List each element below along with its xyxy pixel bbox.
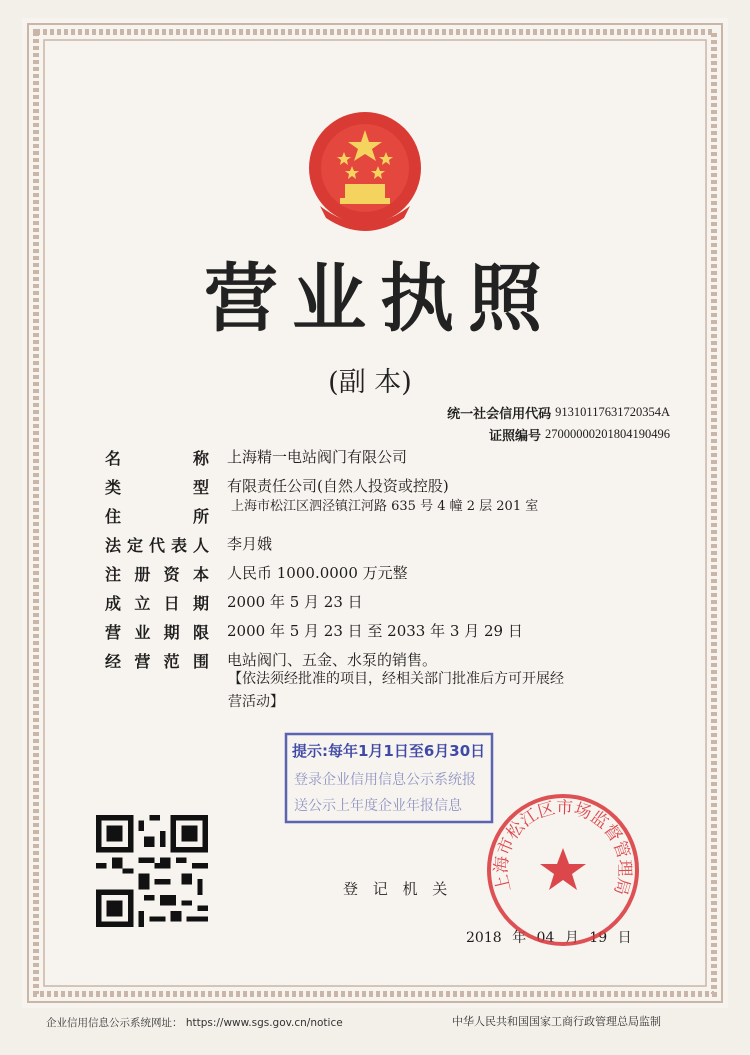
field-label-char: 表 xyxy=(170,536,187,555)
field-label xyxy=(105,646,209,672)
qr-code[interactable] xyxy=(96,815,208,927)
field-label xyxy=(105,617,209,643)
field-label-char: 业 xyxy=(134,623,151,642)
credit-code-value: 91310117631720354A xyxy=(555,404,670,419)
field-label-char: 名 xyxy=(105,449,122,468)
license-fields xyxy=(105,443,665,675)
field-label-char: 所 xyxy=(192,507,209,526)
field-label-char: 围 xyxy=(192,652,209,671)
field-label-char: 成 xyxy=(105,594,122,613)
field-row xyxy=(105,530,665,559)
field-label-char: 经 xyxy=(105,652,122,671)
field-label-char: 住 xyxy=(105,507,122,526)
field-label-char: 定 xyxy=(126,536,143,555)
footer-supervisor: 中华人民共和国国家工商行政管理总局监制 xyxy=(452,1015,661,1028)
field-label-char: 资 xyxy=(163,565,180,584)
field-label xyxy=(105,443,209,469)
business-scope-note-line1: 【依法须经批准的项目，经相关部门批准后方可开展经 xyxy=(228,671,564,687)
issue-day: 19 xyxy=(589,930,608,946)
issue-month: 04 xyxy=(536,930,555,946)
seal-text-path: 上海市松江区市场监督管理局 xyxy=(491,798,635,898)
field-value: 2000 年 5 月 23 日 xyxy=(227,593,363,611)
business-scope-note xyxy=(228,668,608,714)
field-row xyxy=(105,617,665,646)
field-label-char: 期 xyxy=(192,594,209,613)
issue-year-unit: 年 xyxy=(512,930,527,946)
license-subtitle: (副 本) xyxy=(328,367,412,398)
field-value: 有限责任公司(自然人投资或控股) xyxy=(227,477,449,495)
address-value: 上海市松江区泗泾镇江河路 635 号 4 幢 2 层 201 室 xyxy=(231,499,539,514)
field-value: 李月娥 xyxy=(227,535,273,553)
annual-report-notice-stamp xyxy=(282,730,496,826)
issue-year: 2018 xyxy=(466,930,502,946)
field-label-char: 期 xyxy=(163,623,180,642)
credit-code-row xyxy=(340,401,670,423)
license-no-label: 证照编号 xyxy=(488,428,541,444)
field-label-char: 册 xyxy=(134,565,151,584)
field-label-char: 称 xyxy=(192,449,209,468)
field-label-char: 代 xyxy=(148,536,165,555)
field-label-char: 本 xyxy=(192,565,209,584)
notice-stamp-line2: 登录企业信用信息公示系统报 xyxy=(294,772,476,788)
license-title: 营业执照 xyxy=(204,256,556,342)
footer-website: 企业信用信息公示系统网址： https://www.sgs.gov.cn/notice xyxy=(46,1017,343,1029)
license-no-row xyxy=(340,423,670,445)
issue-day-unit: 日 xyxy=(617,930,632,946)
notice-stamp-line3: 送公示上年度企业年报信息 xyxy=(294,798,462,814)
field-label xyxy=(105,501,209,527)
field-row xyxy=(105,559,665,588)
field-value: 2000 年 5 月 23 日 至 2033 年 3 月 29 日 xyxy=(227,622,523,640)
field-label xyxy=(105,472,209,498)
notice-stamp-line1: 提示:每年1月1日至6月30日 xyxy=(292,742,486,760)
field-label-char: 法 xyxy=(105,536,122,555)
field-label-char: 日 xyxy=(163,594,180,613)
field-label-char: 营 xyxy=(105,623,122,642)
field-label-char: 范 xyxy=(163,652,180,671)
license-codes xyxy=(340,401,670,445)
issue-month-unit: 月 xyxy=(564,930,579,946)
official-seal xyxy=(483,790,643,950)
business-scope-note-line2: 营活动】 xyxy=(228,694,284,710)
field-label-char: 类 xyxy=(105,478,122,497)
field-label xyxy=(105,588,209,614)
field-label-char: 注 xyxy=(105,565,122,584)
field-row xyxy=(105,443,665,472)
field-label-char: 型 xyxy=(192,478,209,497)
registration-authority-label: 登 记 机 关 xyxy=(343,880,453,898)
national-emblem xyxy=(300,106,430,236)
field-value: 人民币 1000.0000 万元整 xyxy=(227,564,408,582)
field-label-char: 限 xyxy=(192,623,209,642)
field-label xyxy=(105,559,209,585)
field-value: 电站阀门、五金、水泵的销售。 xyxy=(227,651,438,669)
field-label xyxy=(105,530,209,556)
license-no-value: 27000000201804190496 xyxy=(545,426,670,441)
field-value: 上海精一电站阀门有限公司 xyxy=(227,448,408,466)
field-label-char: 营 xyxy=(134,652,151,671)
field-label-char: 立 xyxy=(134,594,151,613)
credit-code-label: 统一社会信用代码 xyxy=(447,406,552,422)
field-label-char: 人 xyxy=(192,536,209,555)
field-row xyxy=(105,588,665,617)
